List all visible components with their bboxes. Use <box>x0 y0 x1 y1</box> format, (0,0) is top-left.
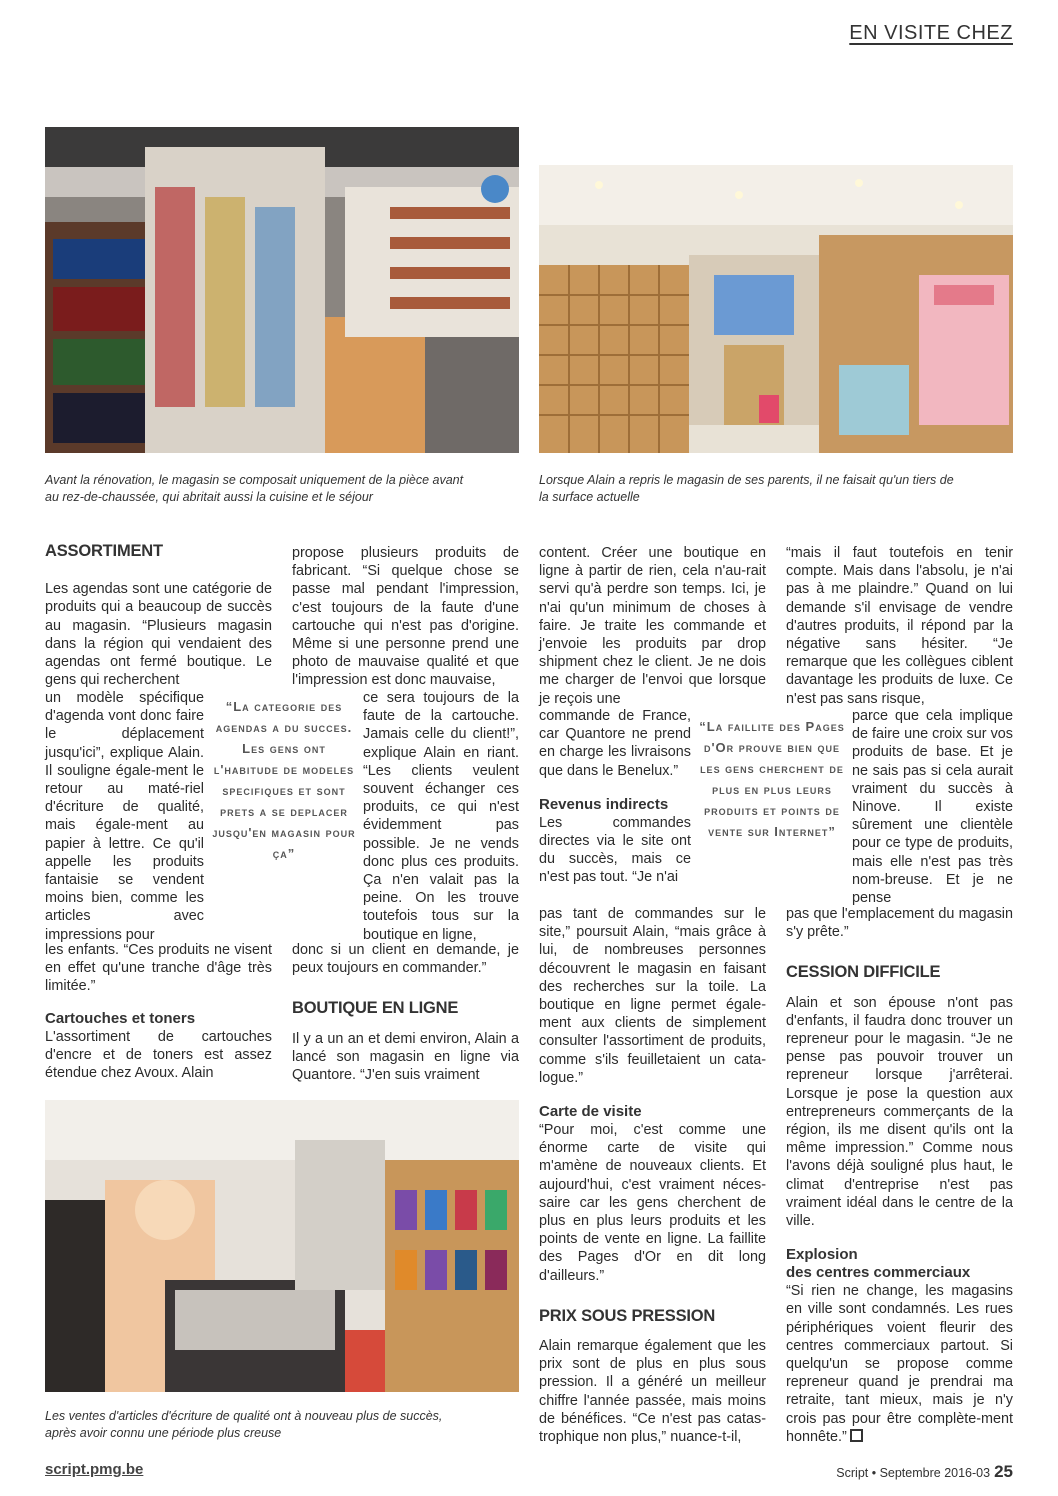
heading-assortiment: ASSORTIMENT <box>45 542 163 560</box>
section-tag: EN VISITE CHEZ <box>849 22 1013 44</box>
paragraph: “mais il faut toutefois en tenir compte. Mais dans l'absolu, je n'ai pas à me plaindre.” Quand on lui demande s'il envisage de vendre d'autres produits, il répond par la négative sans hésiter. “Je remarque que les collègues ciblent davantage les produits de luxe. Ce n'est pas sans risque, <box>786 545 1013 707</box>
column-2-rest <box>292 941 519 1084</box>
paragraph: Alain et son épouse n'ont pas d'enfants, il faudra donc trouver un repreneur pour le magasin. “Je ne pense pas pouvoir trouver un repreneur lorsque j'arrêterai. Lorsque je pose la question aux entrepreneurs commerçants de la région, ils me disent qu'ils ont la même impression.” Comme nous l'avons déjà souligné plus haut, le climat d'entreprise n'est pas vraiment idéal dans le centre de la ville. <box>786 994 1013 1230</box>
store-now-photo <box>539 165 1013 453</box>
column-1-rest <box>45 941 272 1082</box>
column-2 <box>292 544 519 690</box>
caption-line: Lorsque Alain a repris le magasin de ses parents, il ne faisait qu'un tiers de <box>539 473 954 487</box>
paragraph: L'assortiment de cartouches d'encre et de toners est assez étendue chez Avoux. Alain <box>45 1028 272 1082</box>
caption-bottom-left <box>45 1408 525 1442</box>
paragraph-text: “Si rien ne change, les magasins en ville sont condamnés. Les rues périphériques voient fleurir des centres commerciaux partout. Si quelqu'un se propose comme repreneur quand je prendrai ma retraite, tant mieux, mais je n'y crois pas pour être complète-ment honnête.” <box>786 1283 1013 1445</box>
page-number: 25 <box>994 1462 1013 1481</box>
heading-cession-difficile: CESSION DIFFICILE <box>786 963 941 982</box>
footer-site-link[interactable]: script.pmg.be <box>45 1461 144 1478</box>
subheading-carte-de-visite: Carte de visite <box>539 1103 642 1121</box>
paragraph: les enfants. “Ces produits ne visent en effet qu'une tranche d'âge très limitée.” <box>45 942 272 995</box>
paragraph: commande de France, car Quantore ne prend en charge les livraisons que dans le Benelux.” <box>539 708 691 779</box>
store-interior-before-icon <box>45 127 519 453</box>
end-of-article-icon <box>850 1429 863 1442</box>
paragraph: content. Créer une boutique en ligne à partir de rien, cela n'au-rait servi qu'à perdre son temps. Ici, je n'ai qu'un minimum de choses à faire. Je traite les commande et j'envoie les produits par drop shipment chez le client. Je ne dois me charger de l'envoi que lorsque je reçois une <box>539 545 766 707</box>
store-before-photo <box>45 127 519 453</box>
column-2-wrapped <box>363 689 519 944</box>
subheading-explosion: Explosion <box>786 1246 858 1264</box>
store-interior-now-icon <box>539 165 1013 453</box>
pull-quote-pages-dor: “La faillite des Pages d'Or prouve bien que les gens cherchent de plus en plus leurs produits et points de vente sur Internet” <box>699 719 845 839</box>
column-3 <box>539 544 766 708</box>
paragraph: parce que cela implique de faire une croix sur vos produits de base. Et je ne sais pas si cela aurait vraiment du succès à Ninove. Il existe sûrement une clientèle pour ce type de produits, mais elle n'est pas très nom-breuse. Et je ne pense <box>852 708 1013 907</box>
heading-boutique-en-ligne: BOUTIQUE EN LIGNE <box>292 999 459 1018</box>
paragraph: propose plusieurs produits de fabricant. “Si quelque chose se passe mal pendant l'impression, c'est toujours de la faute d'une cartouche qui n'est pas d'origine. Même si une personne prend une photo de mauvaise qualité et que l'impression est donc mauvaise, <box>292 545 519 689</box>
column-3-rest <box>539 905 766 1446</box>
subheading-cartouches: Cartouches et toners <box>45 1009 196 1027</box>
column-1-wrapped <box>45 689 204 944</box>
column-4-wrapped <box>852 707 1013 907</box>
footer-issue <box>836 1462 1013 1482</box>
subheading-centres-commerciaux: des centres commerciaux <box>786 1264 971 1282</box>
paragraph <box>786 1282 1013 1446</box>
store-writing-articles-photo <box>45 1100 519 1392</box>
column-4-rest <box>786 905 1013 1446</box>
caption-line: la surface actuelle <box>539 490 640 504</box>
subheading-revenus-indirects: Revenus indirects <box>539 795 669 813</box>
column-4 <box>786 544 1013 708</box>
pull-quote-agendas: “La categorie des agendas a du succes. Les gens ont l'habitude de modeles specifiques et sont prets a se deplacer jusqu'en magasin pour ça” <box>212 699 356 861</box>
caption-line: Avant la rénovation, le magasin se composait uniquement de la pièce avant <box>45 473 464 487</box>
paragraph: Les commandes directes via le site ont du succès, mais ce n'est pas tout. “Je n'ai <box>539 814 691 886</box>
paragraph: un modèle spécifique d'agenda vont donc faire le déplacement jusqu'ici”, explique Alain. Il souligne égale-ment le retour au maté-riel d'écriture de qualité, mais égale-ment au papier à lettre. Ce qu'il appelle les produits fantaisie se vendent moins bien, comme les articles avec impressions pour <box>45 690 204 943</box>
paragraph: Alain remarque également que les prix sont de plus en plus sous pression. Il a généré un meilleur chiffre l'année passée, mais moins de bénéfices. “Ce n'est pas catas-trophique non plus,” nuance-t-il, <box>539 1338 766 1446</box>
caption-line: après avoir connu une période plus creuse <box>45 1426 282 1440</box>
footer-issue-text: Script • Septembre 2016-03 <box>836 1466 991 1480</box>
caption-line: Les ventes d'articles d'écriture de qualité ont à nouveau plus de succès, <box>45 1409 443 1423</box>
caption-line: au rez-de-chaussée, qui abritait aussi la cuisine et le séjour <box>45 490 373 504</box>
caption-top-right <box>539 472 1013 506</box>
paragraph: pas que l'emplacement du magasin s'y prête.” <box>786 906 1013 941</box>
paragraph: ce sera toujours de la faute de la cartouche. Jamais celle du client!”, explique Alain en riant. “Les clients veulent souvent échanger ces produits, ce qui n'est évidemment pas possible. Je ne vends donc plus ces produits. Ça n'en valait pas la peine. On les trouve toutefois tous sur la boutique en ligne, <box>363 690 519 943</box>
paragraph: Les agendas sont une catégorie de produits qui a beaucoup de succès au magasin. “Plusieurs magasin dans la région qui vendaient des agendas ont fermé boutique. Le gens qui recherchent <box>45 581 272 689</box>
paragraph: donc si un client en demande, je peux toujours en commander.” <box>292 942 519 977</box>
paragraph: Il y a un an et demi environ, Alain a lancé son magasin en ligne via Quantore. “J'en suis vraiment <box>292 1030 519 1084</box>
heading-prix-sous-pression: PRIX SOUS PRESSION <box>539 1306 716 1325</box>
paragraph: “Pour moi, c'est comme une énorme carte de visite qui m'amène de nouveaux clients. Et aujourd'hui, c'est vraiment néces-saire car les gens cherchent de plus en plus leurs produits et les points de vente en ligne. La faillite des Pages d'Or en dit long d'ailleurs.” <box>539 1122 766 1284</box>
caption-top-left <box>45 472 525 506</box>
column-1 <box>45 542 272 689</box>
paragraph: pas tant de commandes sur le site,” poursuit Alain, “mais grâce à lui, de nombreuses personnes découvrent le magasin en faisant des recherches sur la toile. La boutique en ligne permet égale-ment aux clients de simplement consulter l'assortiment de produits, comme s'ils feuilletaient un cata-logue.” <box>539 906 766 1086</box>
column-3-wrapped <box>539 707 691 887</box>
store-writing-articles-icon <box>45 1100 519 1392</box>
